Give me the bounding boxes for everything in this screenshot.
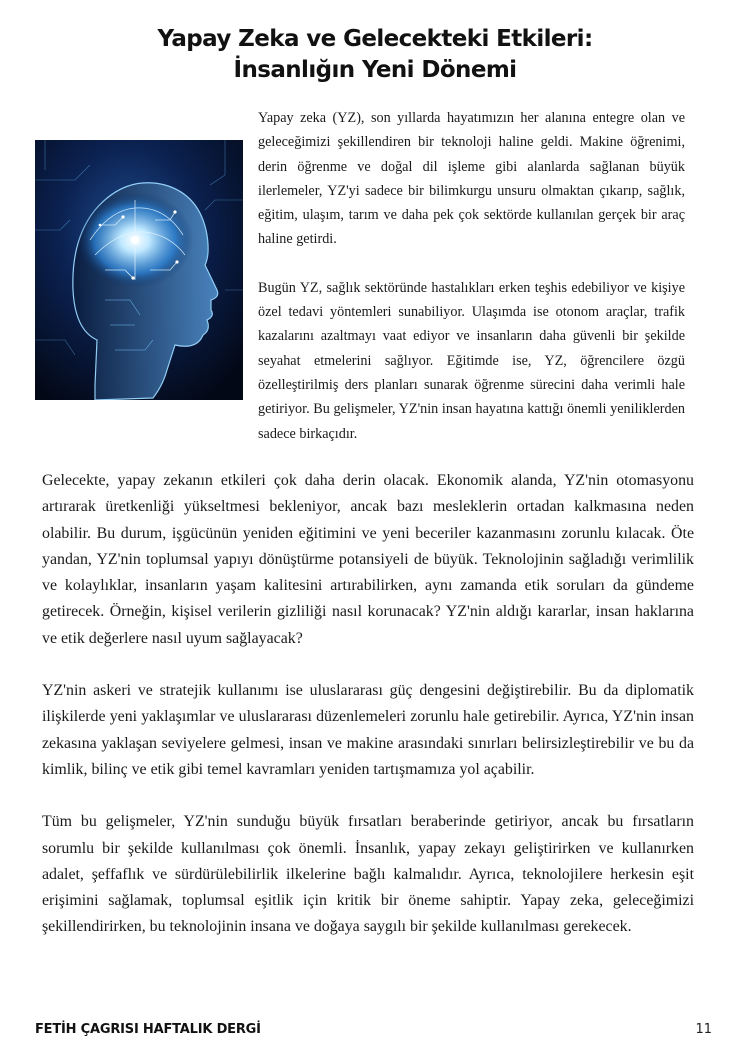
ai-head-illustration: [35, 140, 243, 400]
body-paragraph-1: Gelecekte, yapay zekanın etkileri çok daha derin olacak. Ekonomik alanda, YZ'nin otomasyonu artırarak üretkenliği yükseltmesi bekleniyor, ancak bazı mesleklerin ortadan kalkmasına neden olabilir. Bu durum, işgücünün yeniden eğitimini ve yeni beceriler kazanmasını zorunlu kılacak. Öte yandan, YZ'nin toplumsal yapıyı dönüştürme potansiyeli de büyük. Teknolojinin sağladığı verimlilik ve kolaylıklar, insanların yaşam kalitesini artırabilirken, aynı zamanda etik soruları da gündeme getirecek. Örneğin, kişisel verilerin gizliliği nasıl korunacak? YZ'nin aldığı kararlar, insan haklarına ve etik değerlere nasıl uyum sağlayacak?: [42, 472, 694, 647]
body-paragraph-3: Tüm bu gelişmeler, YZ'nin sunduğu büyük fırsatları beraberinde getiriyor, ancak bu fırsatların sorumlu bir şekilde kullanılması çok önemli. İnsanlık, yapay zekayı geliştirirken ve kullanırken adalet, şeffaflık ve sürdürülebilirlik ilkelerine bağlı kalmalıdır. Ayrıca, teknolojilere herkesin eşit erişimini sağlamak, toplumsal eşitlik için kritik bir öneme sahiptir. Yapay zeka, geleceğimizi şekillendirirken, bu teknolojinin insana ve doğaya saygılı bir şekilde kullanılması gerekecek.: [42, 813, 694, 936]
title-line-1: Yapay Zeka ve Gelecekteki Etkileri:: [157, 26, 593, 52]
body-paragraph-2: YZ'nin askeri ve stratejik kullanımı ise uluslararası güç dengesini değiştirebilir. Bu da diplomatik ilişkilerde yeni yaklaşımlar ve uluslararası düzenlemeleri zorunlu hale getirebilir. Ayrıca, YZ'nin insan zekasına yaklaşan seviyelere gelmesi, insan ve makine arasındaki sınırları belirsizleştirebilir ve bu da kimlik, bilinç ve etik gibi temel kavramları yeniden tartışmamıza yol açabilir.: [42, 682, 694, 778]
intro-column: [258, 106, 685, 470]
page-number: 11: [695, 1022, 712, 1037]
article-body: [42, 468, 694, 967]
publication-name: FETİH ÇAGRISI HAFTALIK DERGİ: [35, 1022, 261, 1037]
intro-paragraph-1: Yapay zeka (YZ), son yıllarda hayatımızın her alanına entegre olan ve geleceğimizi şekillendiren bir teknoloji haline geldi. Makine öğrenimi, derin öğrenme ve doğal dil işleme gibi alanlarda sağlanan büyük ilerlemeler, YZ'yi sadece bir bilimkurgu unsuru olmaktan çıkarıp, sağlık, eğitim, ulaşım, tarım ve daha pek çok sektörde kullanılan gerçek bir araç haline getirdi.: [258, 110, 685, 248]
article-title: [0, 24, 750, 86]
intro-paragraph-2: Bugün YZ, sağlık sektöründe hastalıkları erken teşhis edebiliyor ve kişiye özel tedavi yöntemleri sunabiliyor. Ulaşımda ise otonom araçlar, trafik kazalarını azaltmayı vaat ediyor ve insanların daha güvenli bir şekilde seyahat etmelerini sağlıyor. Eğitimde ise, YZ, öğrencilere özgü özelleştirilmiş ders planları sunarak öğrenme sürecini daha verimli hale getiriyor. Bu gelişmeler, YZ'nin insan hayatına kattığı önemli yeniliklerden sadece birkaçıdır.: [258, 279, 685, 442]
title-line-2: İnsanlığın Yeni Dönemi: [233, 57, 517, 83]
